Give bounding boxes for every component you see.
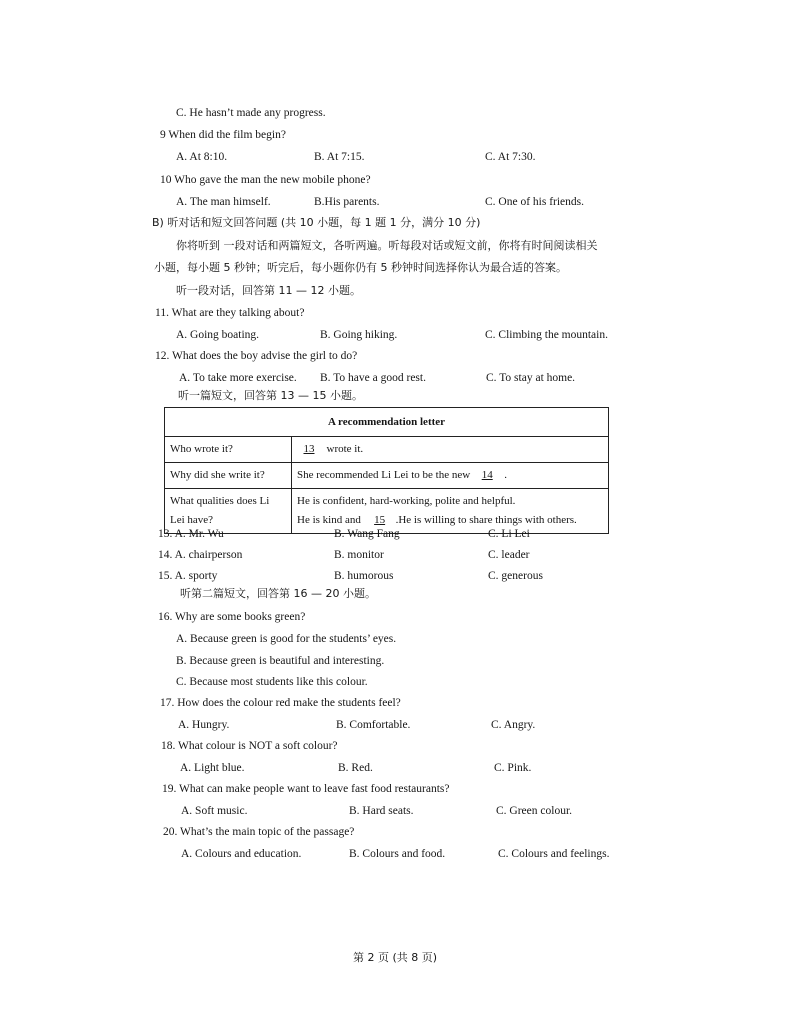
q10-option-a: A. The man himself.: [176, 196, 271, 208]
recommendation-letter-table: [164, 407, 609, 534]
passage1-intro: 听一篇短文，回答第 13 — 15 小题。: [178, 389, 363, 402]
q18-question: 18. What colour is NOT a soft colour?: [161, 740, 338, 752]
q15-option-c: C. generous: [488, 570, 543, 582]
table-title: A recommendation letter: [165, 408, 609, 437]
q19-option-b: B. Hard seats.: [349, 805, 414, 817]
q20-question: 20. What’s the main topic of the passage?: [163, 826, 355, 838]
table-row3-end: .He is willing to share things with others.: [395, 514, 577, 526]
table-row1-question: Who wrote it?: [165, 437, 292, 463]
passage2-intro: 听第二篇短文，回答第 16 — 20 小题。: [180, 587, 376, 600]
q20-option-b: B. Colours and food.: [349, 848, 446, 860]
q18-option-a: A. Light blue.: [180, 762, 245, 774]
table-row2-answer: [292, 463, 609, 489]
q12-question: 12. What does the boy advise the girl to do?: [155, 350, 358, 362]
table-row1-text: wrote it.: [326, 443, 364, 455]
q15-option-a: 15. A. sporty: [158, 570, 218, 582]
q12-option-b: B. To have a good rest.: [320, 372, 426, 384]
q11-option-a: A. Going boating.: [176, 329, 260, 341]
q9-question: 9 When did the film begin?: [160, 129, 286, 141]
blank-14: 14: [481, 469, 493, 481]
q16-option-b: B. Because green is beautiful and interesting.: [176, 655, 385, 667]
q10-option-b: B.His parents.: [314, 196, 380, 208]
table-row2-end: .: [504, 469, 507, 481]
table-row3-text: He is kind and: [297, 514, 361, 526]
q17-question: 17. How does the colour red make the students feel?: [160, 697, 401, 709]
table-row2-text: She recommended Li Lei to be the new: [297, 469, 471, 481]
q10-question: 10 Who gave the man the new mobile phone?: [160, 174, 371, 186]
q16-option-c: C. Because most students like this colour.: [176, 676, 368, 688]
q14-option-a: 14. A. chairperson: [158, 549, 243, 561]
q11-option-b: B. Going hiking.: [320, 329, 398, 341]
q18-option-c: C. Pink.: [494, 762, 532, 774]
table-row3-line1: He is confident, hard-working, polite and helpful.: [297, 495, 516, 507]
q9-option-c: C. At 7:30.: [485, 151, 536, 163]
q13-option-c: C. Li Lei: [488, 528, 530, 540]
blank-15: 15: [374, 514, 386, 526]
q11-question: 11. What are they talking about?: [155, 307, 305, 319]
q15-option-b: B. humorous: [334, 570, 394, 582]
q18-option-b: B. Red.: [338, 762, 373, 774]
table-row3-question: What qualities does Li Lei have?: [165, 489, 292, 534]
q9-option-b: B. At 7:15.: [314, 151, 365, 163]
q14-option-b: B. monitor: [334, 549, 384, 561]
dialogue-intro: 听一段对话，回答第 11 — 12 小题。: [176, 284, 361, 297]
q17-option-a: A. Hungry.: [178, 719, 230, 731]
page-footer: 第 2 页 (共 8 页): [353, 951, 438, 964]
table-row1-answer: [292, 437, 609, 463]
q19-option-c: C. Green colour.: [496, 805, 573, 817]
q19-question: 19. What can make people want to leave fast food restaurants?: [162, 783, 450, 795]
q11-option-c: C. Climbing the mountain.: [485, 329, 608, 341]
section-b-instructions-1: 你将听到 一段对话和两篇短文，各听两遍。听每段对话或短文前，你将有时间阅读相关: [176, 239, 598, 252]
table-row2-question: Why did she write it?: [165, 463, 292, 489]
q16-option-a: A. Because green is good for the students’ eyes.: [176, 633, 397, 645]
q17-option-c: C. Angry.: [491, 719, 536, 731]
q20-option-a: A. Colours and education.: [181, 848, 302, 860]
q17-option-b: B. Comfortable.: [336, 719, 411, 731]
q14-option-c: C. leader: [488, 549, 530, 561]
q20-option-c: C. Colours and feelings.: [498, 848, 610, 860]
q19-option-a: A. Soft music.: [181, 805, 248, 817]
q12-option-c: C. To stay at home.: [486, 372, 576, 384]
section-b-title: B) 听对话和短文回答问题 (共 10 小题，每 1 题 1 分，满分 10 分): [152, 216, 481, 229]
q10-option-c: C. One of his friends.: [485, 196, 585, 208]
section-b-instructions-2: 小题，每小题 5 秒钟；听完后，每小题你仍有 5 秒钟时间选择你认为最合适的答案。: [154, 261, 567, 274]
q8-option-c: C. He hasn’t made any progress.: [176, 107, 326, 119]
q13-option-b: B. Wang Fang: [334, 528, 400, 540]
blank-13: 13: [303, 443, 315, 455]
q16-question: 16. Why are some books green?: [158, 611, 306, 623]
q13-option-a: 13. A. Mr. Wu: [158, 528, 224, 540]
q9-option-a: A. At 8:10.: [176, 151, 228, 163]
q12-option-a: A. To take more exercise.: [179, 372, 297, 384]
